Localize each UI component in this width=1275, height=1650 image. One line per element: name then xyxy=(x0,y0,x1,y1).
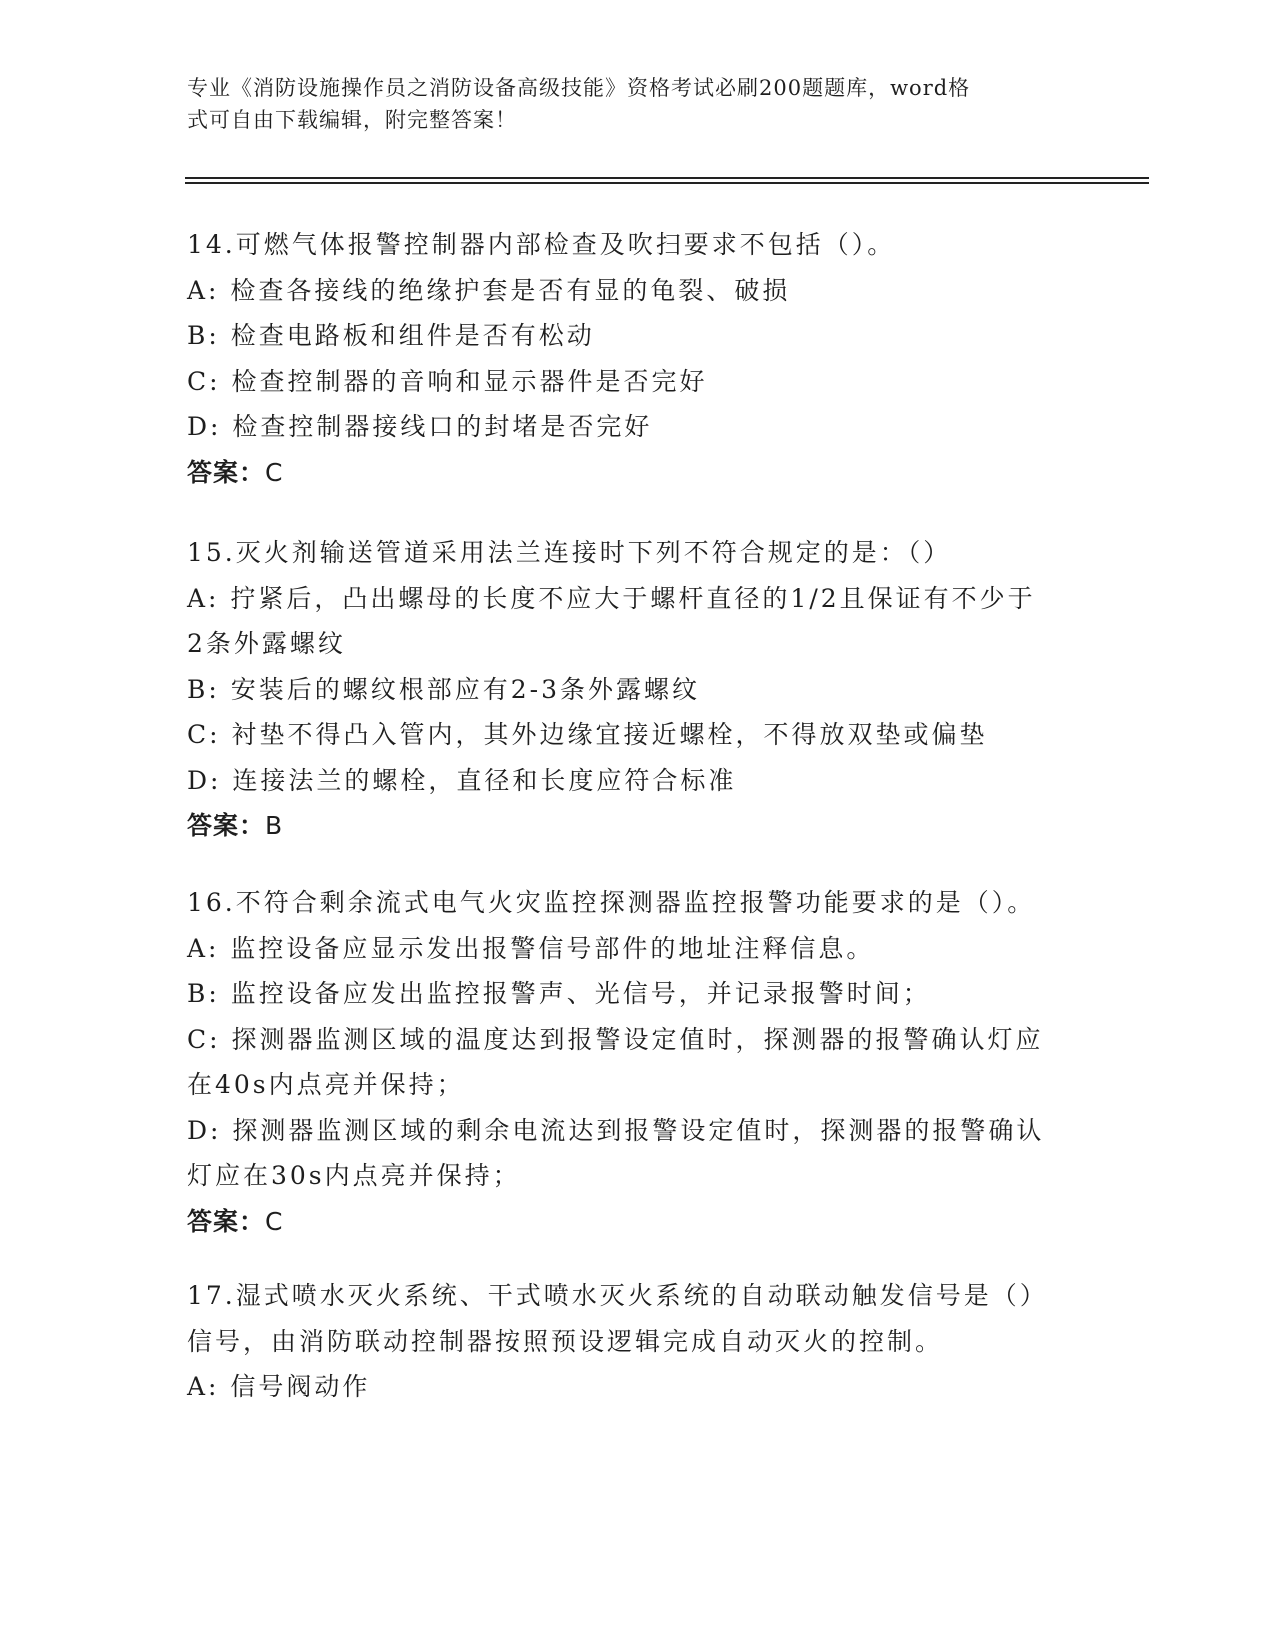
question-stem: 14.可燃气体报警控制器内部检查及吹扫要求不包括（）。 xyxy=(187,230,896,259)
answer-line xyxy=(187,803,1067,849)
option-a: A: 信号阀动作 xyxy=(187,1372,371,1401)
option-b: B: 监控设备应发出监控报警声、光信号，并记录报警时间； xyxy=(187,979,931,1008)
option-a: A: 拧紧后，凸出螺母的长度不应大于螺杆直径的1/2且保证有不少于 xyxy=(187,583,1036,613)
option-a: A: 检查各接线的绝缘护套是否有显的龟裂、破损 xyxy=(187,275,791,305)
answer-value: C xyxy=(265,1206,284,1236)
header-line-2: 式可自由下载编辑，附完整答案！ xyxy=(187,108,517,132)
option-d: D: 检查控制器接线口的封堵是否完好 xyxy=(187,412,653,441)
option-b: B: 安装后的螺纹根部应有2-3条外露螺纹 xyxy=(187,674,701,704)
document-header xyxy=(187,72,1057,136)
question-stem: 16.不符合剩余流式电气火灾监控探测器监控报警功能要求的是（）。 xyxy=(187,888,1036,917)
answer-line xyxy=(187,450,1067,496)
question-17 xyxy=(187,1273,1067,1410)
answer-line xyxy=(187,1199,1067,1245)
option-d-continued: 灯应在30s内点亮并保持； xyxy=(187,1161,521,1190)
option-d: D: 连接法兰的螺栓，直径和长度应符合标准 xyxy=(187,765,737,795)
answer-label: 答案： xyxy=(187,1206,266,1236)
question-14 xyxy=(187,222,1067,495)
question-stem: 15.灭火剂输送管道采用法兰连接时下列不符合规定的是：（） xyxy=(187,538,952,567)
option-b: B: 检查电路板和组件是否有松动 xyxy=(187,321,595,350)
answer-label: 答案： xyxy=(187,457,266,487)
question-stem-continued: 信号，由消防联动控制器按照预设逻辑完成自动灭火的控制。 xyxy=(187,1326,944,1356)
option-c: C: 检查控制器的音响和显示器件是否完好 xyxy=(187,366,708,396)
answer-value: C xyxy=(265,457,284,487)
option-c: C: 探测器监测区域的温度达到报警设定值时，探测器的报警确认灯应 xyxy=(187,1024,1044,1054)
option-c: C: 衬垫不得凸入管内，其外边缘宜接近螺栓，不得放双垫或偏垫 xyxy=(187,720,988,749)
question-16 xyxy=(187,880,1067,1244)
header-line-1: 专业《消防设施操作员之消防设备高级技能》资格考试必刷200题题库，word格 xyxy=(187,76,971,100)
header-divider-bottom xyxy=(185,182,1149,184)
question-stem: 17.湿式喷水灭火系统、干式喷水灭火系统的自动联动触发信号是（） xyxy=(187,1281,1048,1310)
answer-value: B xyxy=(265,811,284,840)
answer-label: 答案： xyxy=(187,811,266,840)
question-15 xyxy=(187,530,1067,849)
option-d: D: 探测器监测区域的剩余电流达到报警设定值时，探测器的报警确认 xyxy=(187,1115,1045,1145)
header-divider-top xyxy=(185,177,1149,179)
option-c-continued: 在40s内点亮并保持； xyxy=(187,1070,465,1099)
option-a: A: 监控设备应显示发出报警信号部件的地址注释信息。 xyxy=(187,933,875,963)
option-a-continued: 2条外露螺纹 xyxy=(187,629,346,658)
